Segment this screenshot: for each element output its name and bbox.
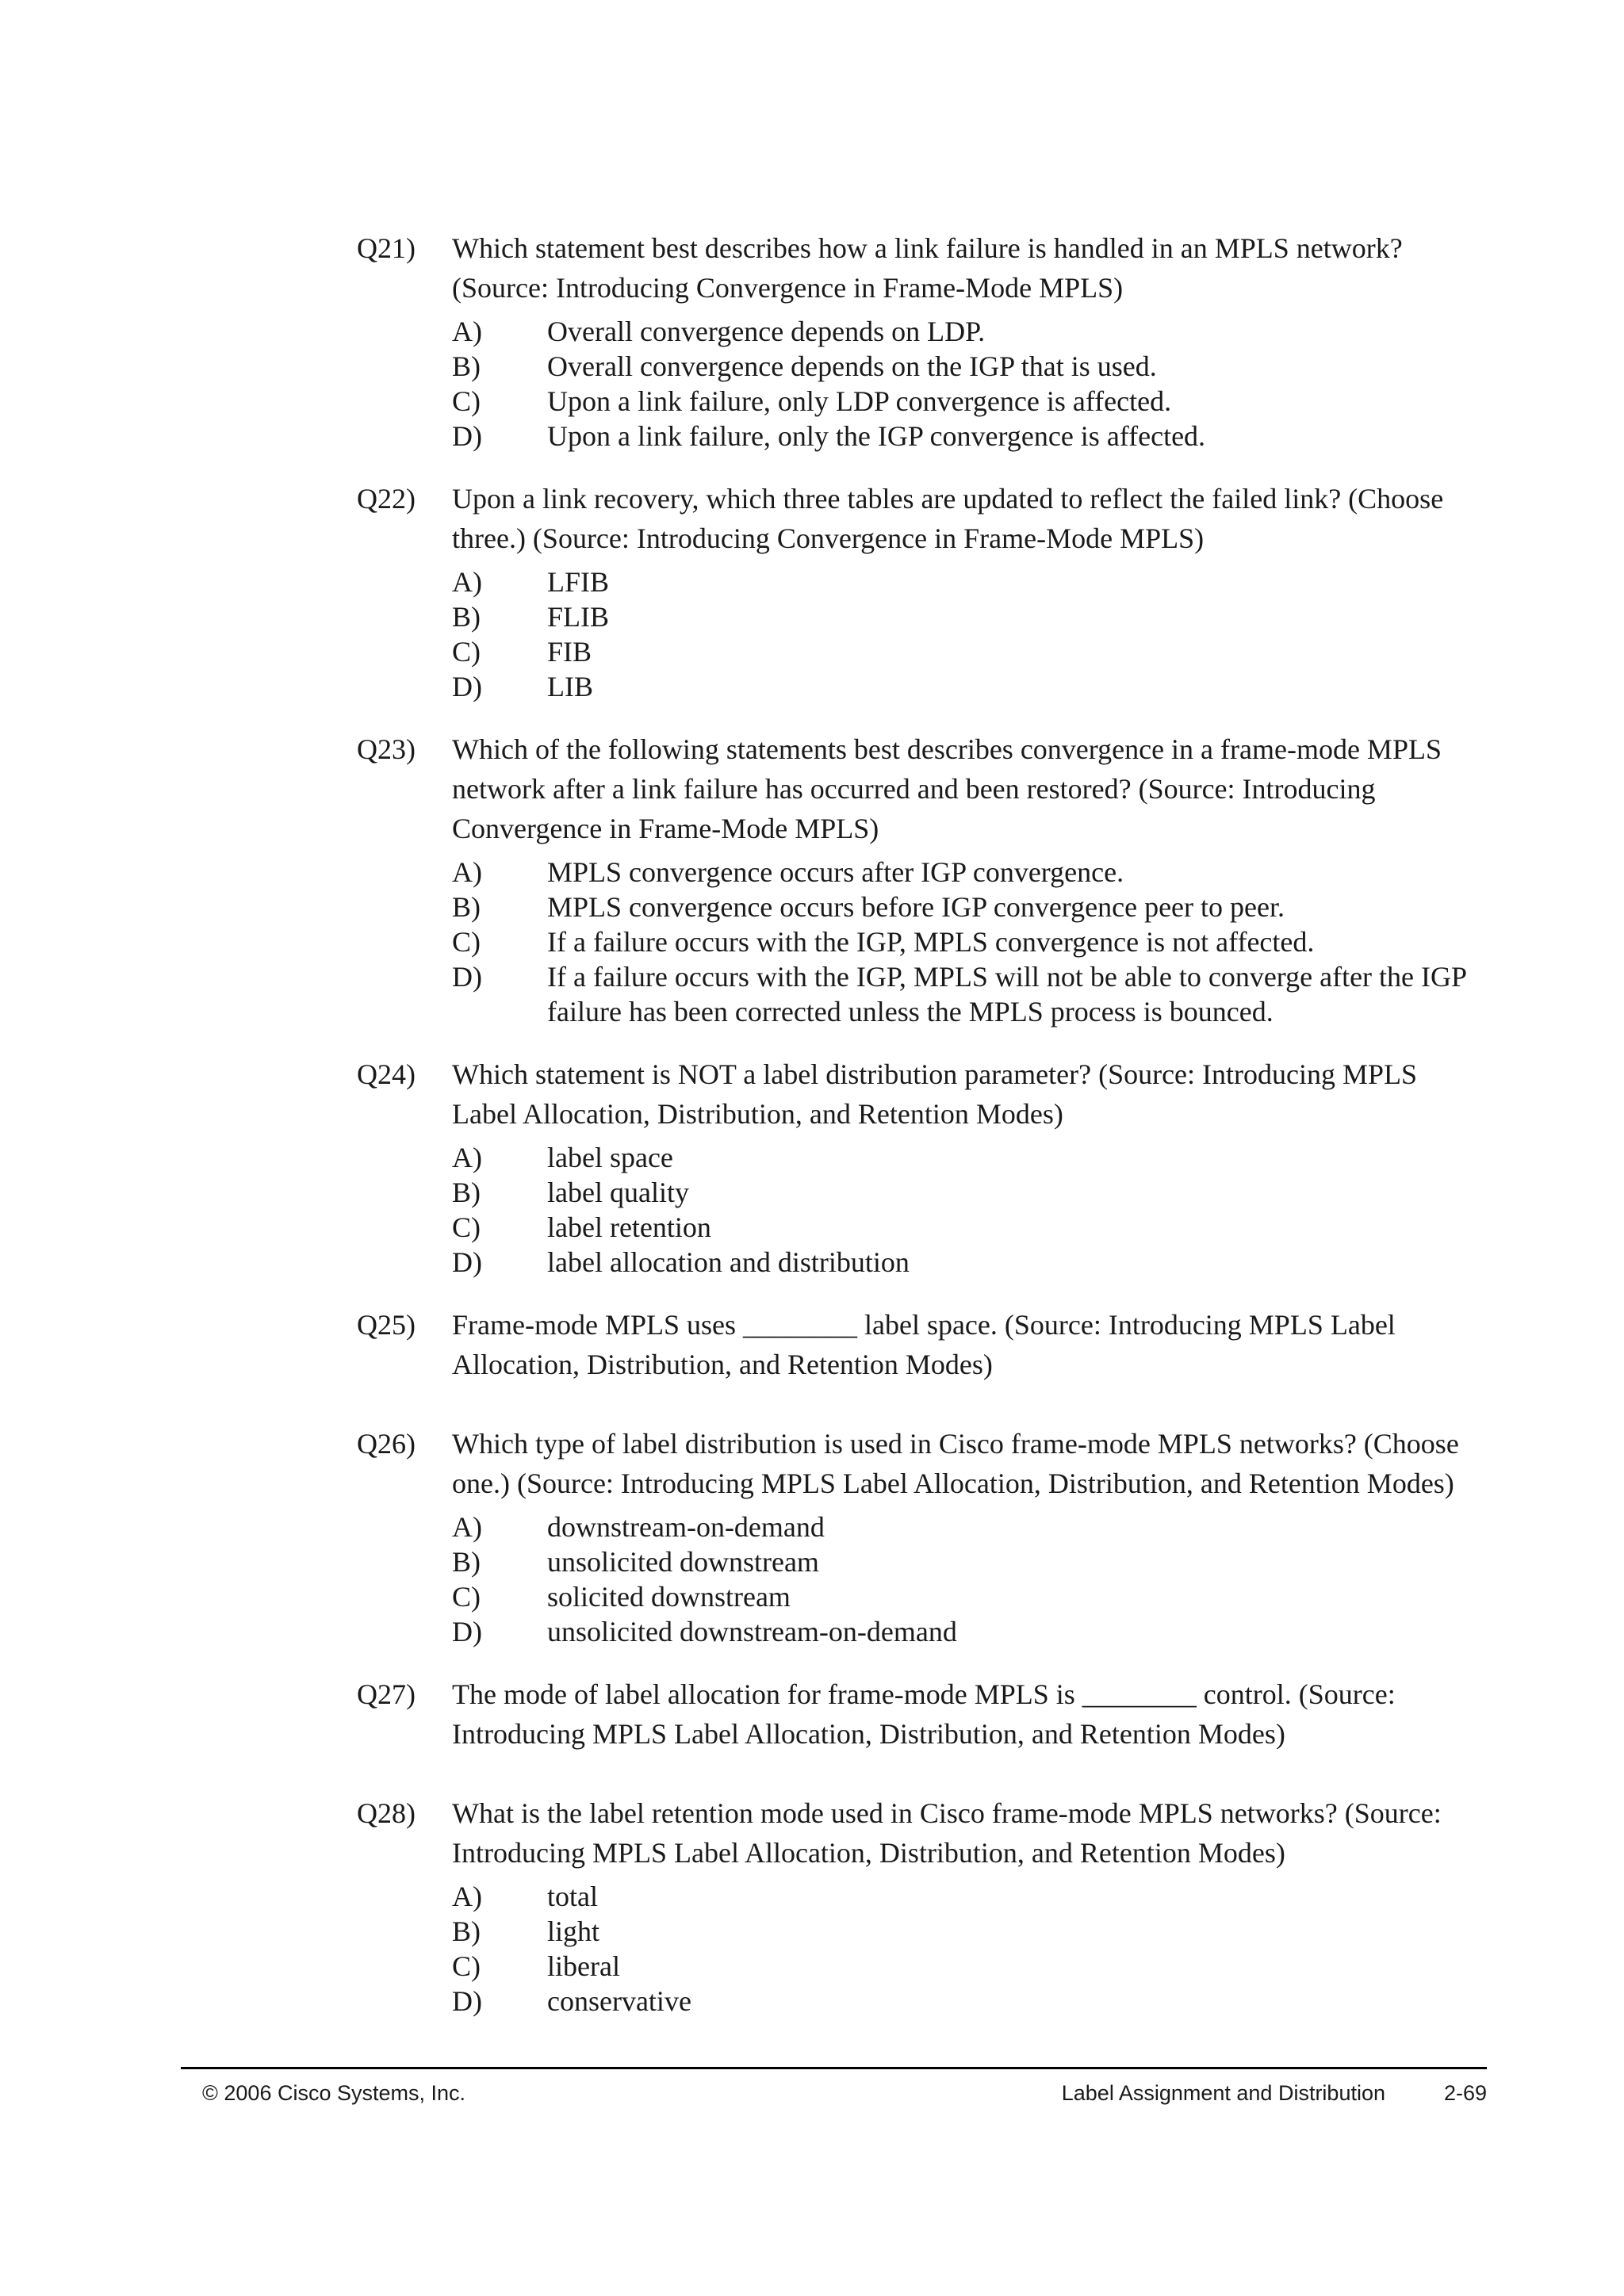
option-item [452, 669, 1483, 704]
option-item [452, 384, 1483, 419]
option-text: LIB [547, 671, 593, 702]
option-letter: B) [452, 891, 481, 923]
option-letter: A) [452, 316, 482, 347]
option-item [452, 1210, 1483, 1245]
option-letter: D) [452, 420, 482, 452]
option-text: unsolicited downstream-on-demand [547, 1616, 957, 1647]
option-item [452, 349, 1483, 384]
option-letter: D) [452, 1616, 482, 1647]
option-text: Overall convergence depends on the IGP that is used. [547, 350, 1157, 382]
option-letter: A) [452, 1881, 482, 1912]
footer-divider [181, 2067, 1487, 2069]
option-item [452, 1914, 1483, 1949]
option-text: label retention [547, 1211, 711, 1243]
option-text: LFIB [547, 566, 610, 598]
option-text: label space [547, 1142, 673, 1173]
option-letter: C) [452, 1581, 481, 1613]
option-item [452, 1245, 1483, 1280]
option-letter: B) [452, 1546, 481, 1578]
option-text: FIB [547, 636, 592, 668]
option-list [452, 564, 1483, 704]
question-text: Which of the following statements best describes convergence in a frame-mode MPLS network after a link failure has occurred and been restored? (Source: Introducing Convergence in Frame-Mode MPLS) [452, 733, 1442, 844]
option-item [452, 855, 1483, 890]
question-q26 [357, 1424, 1483, 1649]
option-item [452, 1949, 1483, 1984]
option-letter: B) [452, 601, 481, 633]
option-letter: C) [452, 926, 481, 958]
option-text: Upon a link failure, only LDP convergence is affected. [547, 385, 1172, 417]
question-q24 [357, 1054, 1483, 1280]
question-q22 [357, 479, 1483, 704]
option-text: conservative [547, 1985, 691, 2017]
option-text: MPLS convergence occurs before IGP convergence peer to peer. [547, 891, 1285, 923]
question-q28 [357, 1793, 1483, 2019]
question-number: Q26) [357, 1428, 416, 1460]
option-text: FLIB [547, 601, 610, 633]
option-letter: B) [452, 1915, 481, 1947]
question-number: Q24) [357, 1058, 416, 1090]
option-letter: C) [452, 636, 481, 668]
option-text: solicited downstream [547, 1581, 791, 1613]
question-q25 [357, 1305, 1483, 1384]
option-text: liberal [547, 1950, 620, 1982]
question-text: Frame-mode MPLS uses ________ label space. (Source: Introducing MPLS Label Allocation, Distribution, and Retention Modes) [452, 1309, 1396, 1380]
option-item [452, 634, 1483, 669]
option-text: unsolicited downstream [547, 1546, 819, 1578]
option-text: total [547, 1881, 598, 1912]
option-letter: A) [452, 566, 482, 598]
question-text: Which type of label distribution is used in Cisco frame-mode MPLS networks? (Choose one.) (Source: Introducing MPLS Label Allocation, Distribution, and Retention Modes) [452, 1428, 1459, 1499]
option-list [452, 1140, 1483, 1280]
option-text: downstream-on-demand [547, 1511, 825, 1543]
option-list [452, 314, 1483, 453]
question-text: Which statement is NOT a label distribution parameter? (Source: Introducing MPLS Label Allocation, Distribution, and Retention Modes) [452, 1058, 1418, 1130]
option-letter: B) [452, 1177, 481, 1208]
question-text: The mode of label allocation for frame-mode MPLS is ________ control. (Source: Introducing MPLS Label Allocation, Distribution, and Retention Modes) [452, 1678, 1396, 1750]
option-letter: A) [452, 1511, 482, 1543]
option-item [452, 959, 1483, 1029]
question-list [357, 228, 1483, 2044]
option-text: If a failure occurs with the IGP, MPLS convergence is not affected. [547, 926, 1315, 958]
question-q27 [357, 1674, 1483, 1754]
question-text: Upon a link recovery, which three tables are updated to reflect the failed link? (Choose three.) (Source: Introducing Convergence in Frame-Mode MPLS) [452, 483, 1444, 554]
question-number: Q25) [357, 1309, 416, 1341]
option-letter: C) [452, 385, 481, 417]
question-number: Q22) [357, 483, 416, 515]
question-q23 [357, 729, 1483, 1029]
option-item [452, 890, 1483, 924]
page-footer [181, 2077, 1487, 2109]
question-q21 [357, 228, 1483, 453]
question-number: Q28) [357, 1797, 416, 1829]
option-item [452, 1140, 1483, 1175]
footer-page-number: 2-69 [1443, 2081, 1487, 2105]
option-item [452, 419, 1483, 453]
footer-section-title: Label Assignment and Distribution [1061, 2081, 1385, 2105]
option-item [452, 1175, 1483, 1210]
option-item [452, 1879, 1483, 1914]
option-text: Upon a link failure, only the IGP convergence is affected. [547, 420, 1206, 452]
option-letter: D) [452, 671, 482, 702]
option-item [452, 924, 1483, 959]
option-item [452, 564, 1483, 599]
question-number: Q23) [357, 733, 416, 765]
option-letter: D) [452, 1246, 482, 1278]
footer-copyright: © 2006 Cisco Systems, Inc. [202, 2081, 466, 2105]
option-text: If a failure occurs with the IGP, MPLS will not be able to converge after the IGP failure has been corrected unless the MPLS process is bounced. [547, 961, 1466, 1027]
option-item [452, 1984, 1483, 2019]
option-letter: D) [452, 1985, 482, 2017]
option-letter: B) [452, 350, 481, 382]
question-number: Q27) [357, 1678, 416, 1710]
question-text: Which statement best describes how a link failure is handled in an MPLS network? (Source: Introducing Convergence in Frame-Mode MPLS) [452, 232, 1403, 304]
option-item [452, 599, 1483, 634]
option-letter: C) [452, 1950, 481, 1982]
option-text: label quality [547, 1177, 689, 1208]
option-item [452, 1544, 1483, 1579]
option-text: light [547, 1915, 600, 1947]
option-item [452, 1614, 1483, 1649]
option-letter: D) [452, 961, 482, 993]
option-item [452, 314, 1483, 349]
option-text: MPLS convergence occurs after IGP convergence. [547, 856, 1124, 888]
option-letter: A) [452, 1142, 482, 1173]
question-number: Q21) [357, 232, 416, 264]
option-list [452, 855, 1483, 1029]
question-text: What is the label retention mode used in Cisco frame-mode MPLS networks? (Source: Introducing MPLS Label Allocation, Distribution, and Retention Modes) [452, 1797, 1442, 1869]
option-text: Overall convergence depends on LDP. [547, 316, 986, 347]
option-letter: C) [452, 1211, 481, 1243]
option-text: label allocation and distribution [547, 1246, 910, 1278]
option-list [452, 1879, 1483, 2019]
option-item [452, 1510, 1483, 1544]
option-list [452, 1510, 1483, 1649]
option-letter: A) [452, 856, 482, 888]
option-item [452, 1579, 1483, 1614]
